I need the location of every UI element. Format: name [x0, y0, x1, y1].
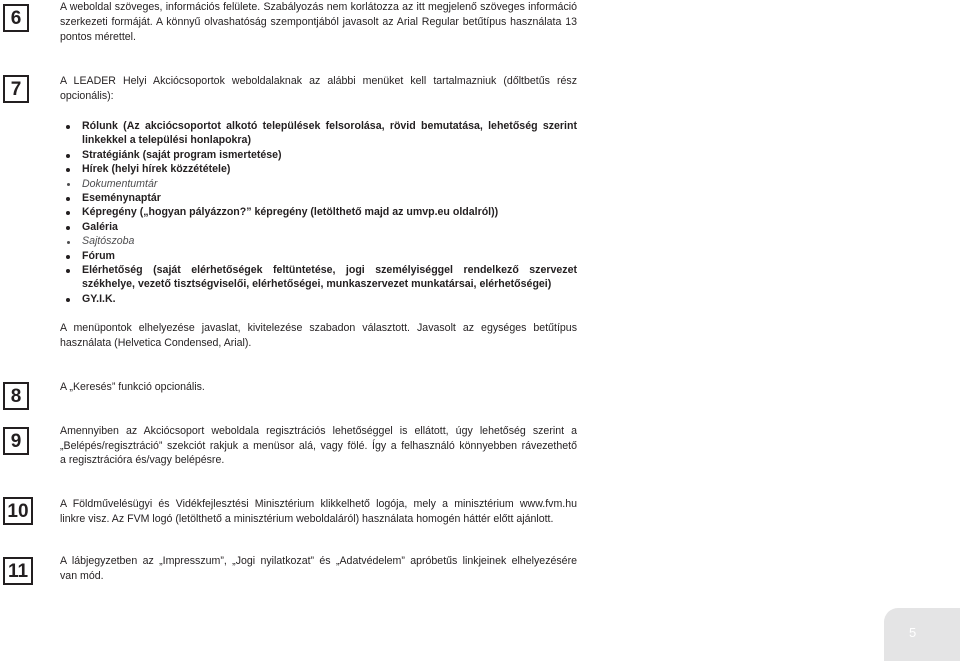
menu-item-line: Dokumentumtár	[82, 177, 158, 190]
section-9-text	[60, 424, 577, 468]
menu-item-line: linkekkel a települési honlapokra)	[82, 134, 251, 147]
menu-list	[82, 119, 577, 306]
section-7-intro-line: A LEADER Helyi Akciócsoportok weboldalaknak az alábbi menüket kell tartalmazniuk (dőltbetűs rész	[60, 75, 577, 87]
section-9-line: „Belépés/regisztráció” szekciót rakjuk a menüsor alá, vagy fölé. Így a felhasználó könnyebben rávezethető	[60, 439, 577, 452]
menu-item-galeria	[82, 220, 577, 234]
bullet-icon	[66, 154, 70, 158]
bullet-icon	[67, 241, 70, 244]
bullet-icon	[66, 255, 70, 259]
menu-item-forum	[82, 249, 577, 263]
section-10-text	[60, 497, 577, 526]
section-9-line: a regisztrációra és/vagy belépésre.	[60, 454, 225, 467]
page-number: 5	[909, 625, 917, 640]
menu-item-gyik	[82, 292, 577, 306]
section-number-9: 9	[3, 427, 29, 455]
section-number-11: 11	[3, 557, 33, 585]
section-7-intro	[60, 74, 577, 103]
section-11-text	[60, 554, 577, 583]
bullet-icon	[66, 211, 70, 215]
section-number-6: 6	[3, 4, 29, 32]
section-10-line: A Földművelésügyi és Vidékfejlesztési Minisztérium klikkelhető logója, mely a minisztérium www.fvm.hu	[60, 498, 577, 510]
section-7-note-line: A menüpontok elhelyezése javaslat, kivitelezése szabadon választott. Javasolt az egységes betűtípus	[60, 322, 577, 334]
section-9-line: Amennyiben az Akciócsoport weboldala regisztrációs lehetőséggel is ellátott, úgy lehetőség szerint a	[60, 425, 577, 437]
menu-item-line: Hírek (helyi hírek közzététele)	[82, 163, 231, 176]
menu-item-line: Sajtószoba	[82, 235, 135, 248]
menu-item-line: székhelye, vezető tisztségviselői, elérhetőségei, munkaszervezet munkatársai, elérhetőségei)	[82, 278, 552, 291]
menu-item-esemenynaptar	[82, 191, 577, 205]
section-6-line: pontos mérettel.	[60, 31, 136, 43]
section-number-7: 7	[3, 75, 29, 103]
bullet-icon	[66, 197, 70, 201]
section-8-text	[60, 380, 577, 395]
section-6-line: szerkezeti formáját. A könnyű olvashatóság szempontjából javasolt az Arial Regular betűtípus használata 13	[60, 16, 577, 28]
section-6-line: A weboldal szöveges, információs felülete. Szabályozás nem korlátozza az itt megjelenő szöveges információ	[60, 1, 577, 13]
bullet-icon	[66, 226, 70, 230]
section-7-note	[60, 321, 577, 350]
menu-item-kepregeny	[82, 205, 577, 219]
menu-item-sajtoszoba	[82, 234, 577, 248]
section-10-line: linkre visz. Az FVM logó (letölthető a minisztérium weboldaláról) használata homogén háttér előtt ajánlott.	[60, 512, 554, 525]
bullet-icon	[66, 269, 70, 273]
menu-item-line: GY.I.K.	[82, 292, 116, 305]
section-8-line: A „Keresés” funkció opcionális.	[60, 381, 205, 393]
page-number-tab	[884, 608, 960, 661]
section-11-line: A lábjegyzetben az „Impresszum”, „Jogi nyilatkozat” és „Adatvédelem” apróbetűs linkjeinek elhelyezésére	[60, 555, 577, 567]
section-number-10: 10	[3, 497, 33, 525]
menu-item-line: Fórum	[82, 249, 115, 262]
menu-item-dokumentumtar	[82, 177, 577, 191]
bullet-icon	[66, 298, 70, 302]
bullet-icon	[67, 183, 70, 186]
section-6-text	[60, 0, 577, 45]
menu-item-line: Galéria	[82, 220, 118, 233]
menu-item-rolunk	[82, 119, 577, 148]
menu-item-line: Elérhetőség (saját elérhetőségek feltüntetése, jogi személyiséggel rendelkező szervezet	[82, 263, 577, 276]
menu-item-line: Képregény („hogyan pályázzon?” képregény (letölthető majd az umvp.eu oldalról))	[82, 206, 499, 219]
menu-item-elerhetoseg	[82, 263, 577, 292]
bullet-icon	[66, 125, 70, 129]
section-7-note-line: használata (Helvetica Condensed, Arial).	[60, 336, 252, 349]
menu-item-line: Rólunk (Az akciócsoportot alkotó települések felsorolása, rövid bemutatása, lehetőség szerint	[82, 120, 577, 132]
menu-item-hirek	[82, 162, 577, 176]
section-7-intro-line: opcionális):	[60, 89, 114, 102]
menu-item-line: Eseménynaptár	[82, 191, 161, 204]
menu-item-strategiank	[82, 148, 577, 162]
menu-item-line: Stratégiánk (saját program ismertetése)	[82, 148, 282, 161]
section-number-8: 8	[3, 382, 29, 410]
bullet-icon	[66, 168, 70, 172]
section-11-line: van mód.	[60, 569, 104, 582]
